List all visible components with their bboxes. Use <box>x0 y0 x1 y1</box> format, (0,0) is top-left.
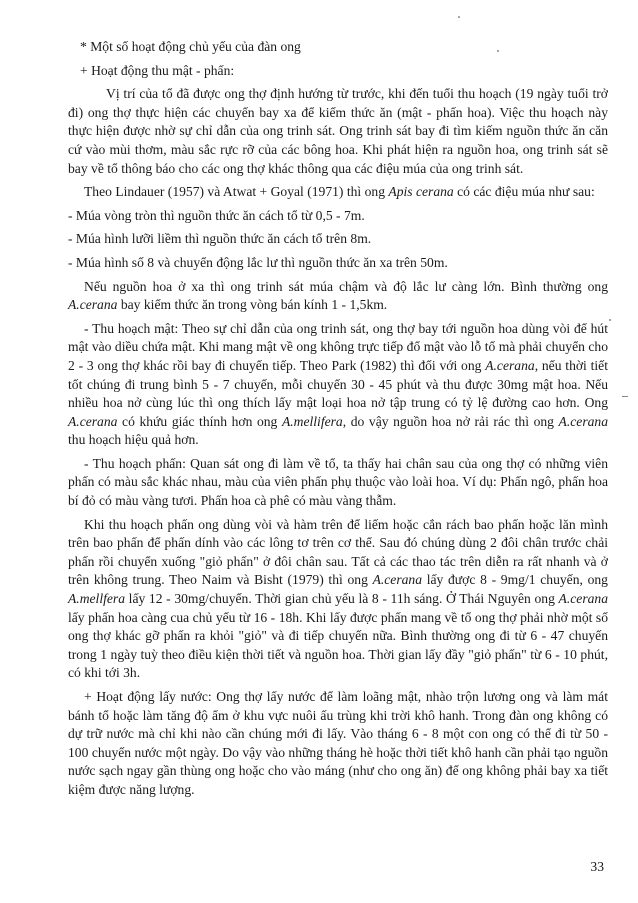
paragraph: Khi thu hoạch phấn ong dùng vòi và hàm trên để liếm hoặc cắn rách bao phấn hoặc lăn mình trên bao phấn để phấn dính vào các lông tơ trên cơ thể. Sau đó chúng dùng 2 đôi chân trước chải phấn rồi chuyển xuống "giỏ phấn" ở đôi chân sau. Tất cả các thao tác trên diễn ra rất nhanh và ở trên không trung. Theo Naim và Bisht (1979) thì ong A.cerana lấy được 8 - 9mg/1 chuyến, ong A.mellfera lấy 12 - 30mg/chuyến. Thời gian chủ yếu là 8 - 11h sáng. Ở Thái Nguyên ong A.cerana lấy phấn hoa càng cua chủ yếu từ 16 - 18h. Khi lấy được phấn mang về tổ ong thợ phải nhờ một số ong thợ khác gỡ phấn ra khỏi "giỏ" và đi tiếp chuyến nữa. Bình thường ong đi từ 6 - 47 chuyến trong 1 ngày tuỳ theo điều kiện thời tiết và nguồn hoa. Thời gian lấy đầy "giỏ phấn" từ 6 - 10 phút, có khi tới 3h. <box>68 516 608 681</box>
page-number: 33 <box>590 859 604 874</box>
paragraph: - Thu hoạch phấn: Quan sát ong đi làm về tổ, ta thấy hai chân sau của ong thợ có những viên phấn có màu sắc khác nhau, màu của viên phấn phụ thuộc vào loài hoa. Ví dụ: Phấn ngô, phấn hoa bí đỏ có màu vàng tươi. Phấn hoa cà phê có màu vàng thẫm. <box>68 455 608 509</box>
scan-speck <box>497 50 499 52</box>
list-item: - Múa hình số 8 và chuyển động lắc lư thì nguồn thức ăn xa trên 50m. <box>68 254 448 270</box>
paragraph: Theo Lindauer (1957) và Atwat + Goyal (1971) thì ong Apis cerana có các điệu múa như sau: <box>84 184 595 200</box>
paragraph: Vị trí của tổ đã được ong thợ định hướng từ trước, khi đến tuổi thu hoạch (19 ngày tuổi trở đi) ong thợ thực hiện các chuyến bay xa để kiếm thức ăn (mật - phấn hoa). Việc thu hoạch này thực hiện được nhờ sự chỉ dẫn của ong trinh sát. Ong trinh sát bay đi tìm kiếm nguồn thức ăn căn cứ vào mùi thơm, màu sắc rực rỡ của các bông hoa. Khi phát hiện ra nguồn hoa, ong trinh sát sẽ bay về tổ thông báo cho các ong thợ khác thông qua các điệu múa của ong trinh sát. <box>68 86 608 176</box>
scan-speck <box>622 396 628 397</box>
section-heading: * Một số hoạt động chủ yếu của đàn ong <box>80 39 301 54</box>
subsection-heading: + Hoạt động thu mật - phấn: <box>80 62 235 78</box>
list-item: - Múa hình lưỡi liềm thì nguồn thức ăn cách tổ trên 8m. <box>68 231 372 247</box>
document-page <box>68 38 608 805</box>
paragraph: - Thu hoạch mật: Theo sự chỉ dẫn của ong trinh sát, ong thợ bay tới nguồn hoa dùng vòi để hút mật vào diều chứa mật. Khi mang mật về ong không trực tiếp đổ mật vào lỗ tổ mà phải chuyển cho 2 - 3 ong thợ khác rồi bay đi chuyến tiếp. Theo Park (1982) thì đối với ong A.cerana, nếu thời tiết tốt chúng đi trung bình 5 - 7 chuyến, mỗi chuyến 30 - 45 phút và thu được 30mg mật hoa. Nếu nhiều hoa nở cùng lúc thì ong thích lấy mật loại hoa nở tập trung có tỷ lệ đường cao hơn. Ong A.cerana có khứu giác thính hơn ong A.mellifera, do vậy nguồn hoa nở rải rác thì ong A.cerana thu hoạch hiệu quả hơn. <box>68 320 608 448</box>
paragraph: + Hoạt động lấy nước: Ong thợ lấy nước để làm loãng mật, nhào trộn lương ong và làm mát bánh tổ hoặc làm tăng độ ẩm ở khu vực nuôi ấu trùng khi trời khô hanh. Trong đàn ong không có dự trữ nước mà chỉ khi nào cần chúng mới đi lấy. Vào tháng 6 - 8 một con ong có thể đi từ 50 - 100 chuyến nước một ngày. Do vậy vào những tháng hè hoặc thời tiết khô hanh cần phải tạo nguồn nước sạch ngay gần thùng ong hoặc cho vào máng (như cho ong ăn) để ong không phải bay xa tiết kiệm được năng lượng. <box>68 689 608 797</box>
paragraph: Nếu nguồn hoa ở xa thì ong trinh sát múa chậm và độ lắc lư càng lớn. Bình thường ong A.cerana bay kiếm thức ăn trong vòng bán kính 1 - 1,5km. <box>68 278 608 313</box>
scan-speck <box>458 16 460 18</box>
list-item: - Múa vòng tròn thì nguồn thức ăn cách tổ từ 0,5 - 7m. <box>68 207 365 223</box>
scan-speck <box>609 319 611 321</box>
